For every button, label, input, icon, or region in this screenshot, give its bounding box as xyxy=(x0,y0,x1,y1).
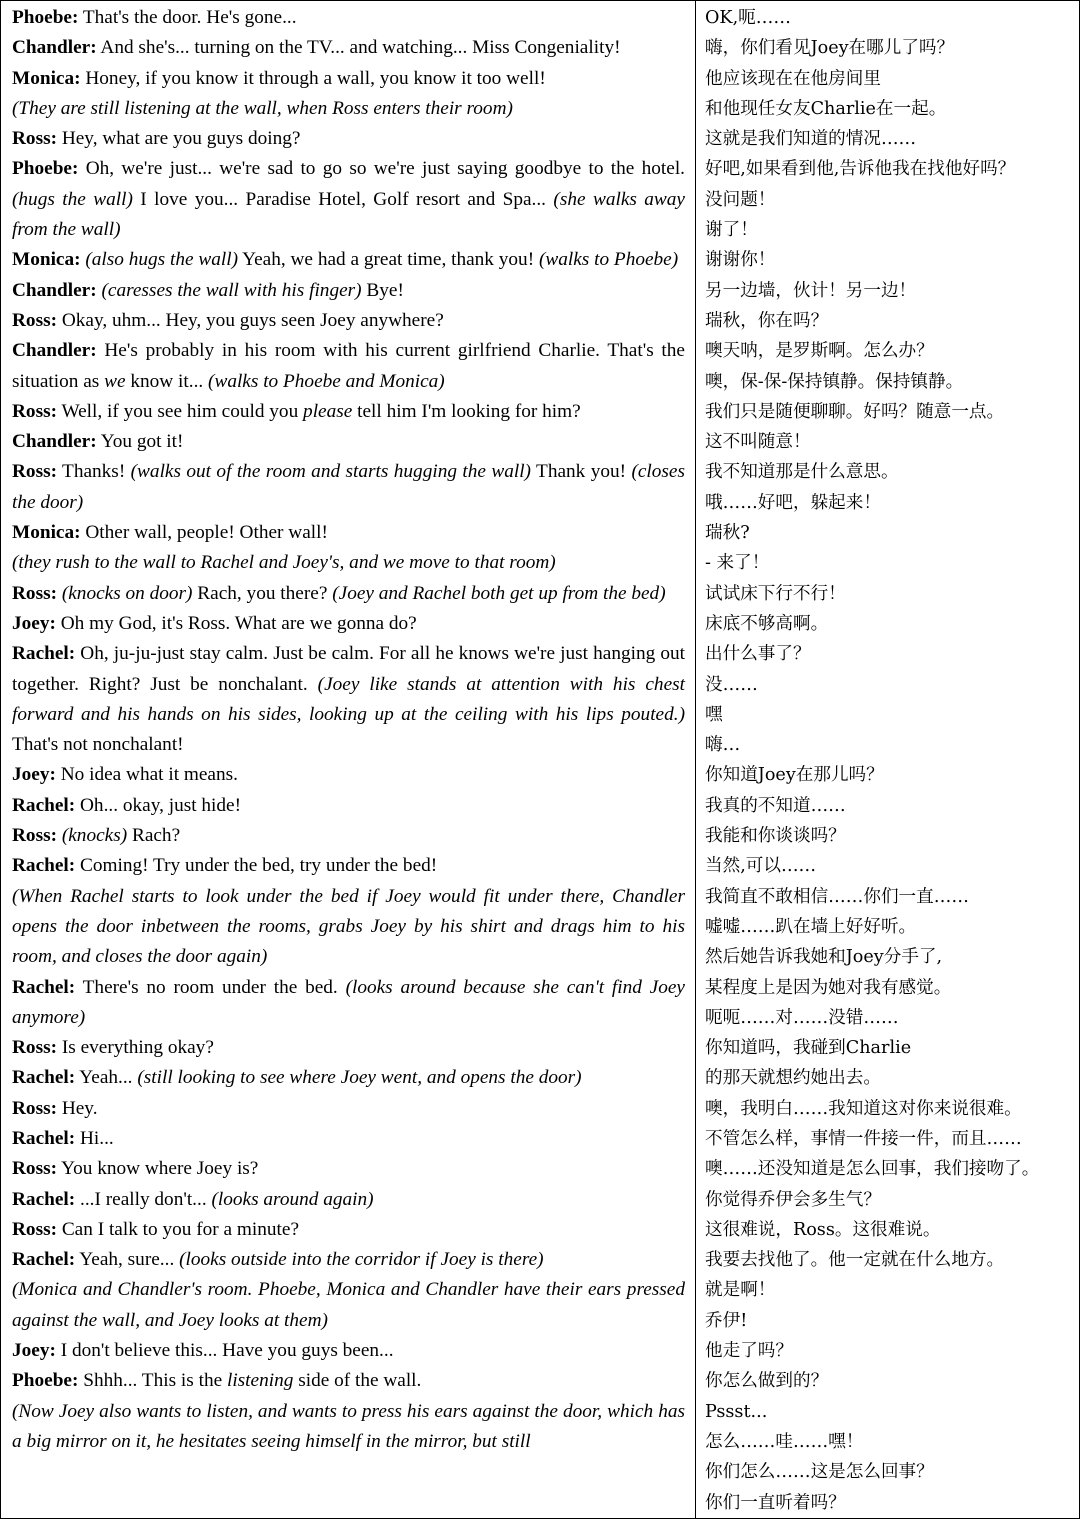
subtitle-line: 我们只是随便聊聊。好吗？随意一点。 xyxy=(705,401,1005,422)
stage-direction: (walks to Phoebe) xyxy=(538,249,679,271)
stage-direction: (Joey and Rachel both get up from the bed) xyxy=(332,582,666,604)
subtitle-line: 不管怎么样，事情一件接一件，而且…… xyxy=(705,1128,1022,1149)
stage-direction: (closes the door) xyxy=(12,461,685,513)
dialogue-text: That's not nonchalant! xyxy=(12,734,184,756)
speaker-name: Rachel: xyxy=(12,976,76,998)
stage-direction: (looks around because she can't find Joey anymore) xyxy=(12,976,685,1028)
dialogue-text: He's probably in his room with his current girlfriend Charlie. That's the situation as xyxy=(12,340,685,392)
stage-direction: we xyxy=(104,370,126,392)
script-line xyxy=(12,1124,685,1154)
dialogue-text: Yeah, sure... xyxy=(75,1249,180,1271)
dialogue-text: Thanks! xyxy=(57,461,131,483)
script-line xyxy=(12,791,685,821)
subtitle-line: 谢谢你！ xyxy=(705,250,776,271)
speaker-name: Monica: xyxy=(12,67,81,89)
dialogue-text: Yeah, we had a great time, thank you! xyxy=(238,249,539,271)
subtitle-line: 你知道Joey在那儿吗？ xyxy=(705,765,884,786)
subtitle-line: 就是啊！ xyxy=(705,1280,776,1301)
script-line xyxy=(12,3,685,33)
speaker-name: Ross: xyxy=(12,1037,57,1059)
stage-direction: (Now Joey also wants to listen, and wants to press his ears against the door, which has a big mirror on it, he hesitates seeing himself in the mirror, but still xyxy=(12,1400,685,1452)
dialogue-text: And she's... turning on the TV... and watching... Miss Congeniality! xyxy=(96,37,621,59)
dialogue-text: You got it! xyxy=(96,431,184,453)
dialogue-text: Rach, you there? xyxy=(192,582,333,604)
speaker-name: Rachel: xyxy=(12,794,76,816)
script-line xyxy=(12,1033,685,1063)
speaker-name: Ross: xyxy=(12,1158,57,1180)
script-line xyxy=(12,1245,685,1275)
speaker-name: Rachel: xyxy=(12,1127,76,1149)
subtitle-line: 乔伊! xyxy=(705,1310,748,1331)
script-line xyxy=(12,306,685,336)
subtitle-line: 然后她告诉我她和Joey分手了, xyxy=(705,947,943,968)
speaker-name: Phoebe: xyxy=(12,7,79,28)
subtitle-line: 嘿 xyxy=(705,704,723,725)
dialogue-text: tell him I'm looking for him? xyxy=(352,400,581,422)
subtitle-line: 你们怎么……这是怎么回事？ xyxy=(705,1462,934,1483)
dialogue-text: I don't believe this... Have you guys been... xyxy=(55,1340,394,1362)
dialogue-text: Honey, if you know it through a wall, you know it too well! xyxy=(80,67,546,89)
speaker-name: Ross: xyxy=(12,128,57,150)
script-line xyxy=(12,882,685,973)
script-line xyxy=(12,518,685,548)
subtitle-line: 瑞秋? xyxy=(705,523,750,544)
speaker-name: Ross: xyxy=(12,400,57,422)
subtitle-line: 这不叫随意！ xyxy=(705,432,811,453)
stage-direction: (also hugs the wall) xyxy=(85,249,239,271)
subtitle-line: 和他现任女友Charlie在一起。 xyxy=(705,98,947,119)
subtitle-line: 怎么……哇……嘿！ xyxy=(705,1431,864,1452)
english-script-column xyxy=(1,1,696,1518)
subtitle-line: 床底不够高啊。 xyxy=(705,613,829,634)
dialogue-text: Yeah... xyxy=(75,1067,138,1089)
dialogue-text: Oh, ju-ju-just stay calm. Just be calm. For all he knows we're just hanging out together. Right? Just be nonchalant. xyxy=(12,643,685,695)
dialogue-text: Other wall, people! Other wall! xyxy=(80,522,328,544)
script-line xyxy=(12,94,685,124)
script-line xyxy=(12,548,685,578)
script-line xyxy=(12,154,685,245)
subtitle-line: 呃呃……对……没错…… xyxy=(705,1007,899,1028)
dialogue-text: Hey, what are you guys doing? xyxy=(57,128,301,150)
dialogue-text: know it... xyxy=(125,370,209,392)
speaker-name: Ross: xyxy=(12,582,57,604)
subtitle-line: 没…… xyxy=(705,674,758,695)
subtitle-line: 试试床下行不行！ xyxy=(705,583,846,604)
subtitle-line: 没问题！ xyxy=(705,189,776,210)
script-line xyxy=(12,1215,685,1245)
dialogue-text: Can I talk to you for a minute? xyxy=(57,1218,300,1240)
subtitle-line: 这很难说，Ross。这很难说。 xyxy=(705,1219,941,1240)
speaker-name: Rachel: xyxy=(12,1249,76,1271)
speaker-name: Joey: xyxy=(12,764,56,786)
speaker-name: Joey: xyxy=(12,1340,56,1362)
subtitle-line: 某程度上是因为她对我有感觉。 xyxy=(705,977,952,998)
speaker-name: Chandler: xyxy=(12,279,97,301)
subtitle-line: 的那天就想约她出去。 xyxy=(705,1068,881,1089)
subtitle-line: 你知道吗，我碰到Charlie xyxy=(705,1038,912,1059)
dialogue-text: ...I really don't... xyxy=(75,1188,212,1210)
subtitle-line: 这就是我们知道的情况…… xyxy=(705,129,917,150)
subtitle-line: 我真的不知道…… xyxy=(705,795,846,816)
stage-direction: listening xyxy=(226,1370,294,1392)
stage-direction: (Monica and Chandler's room. Phoebe, Monica and Chandler have their ears pressed against the wall, and Joey looks at them) xyxy=(12,1279,685,1331)
stage-direction: (knocks on door) xyxy=(61,582,193,604)
script-line xyxy=(12,1094,685,1124)
dialogue-text: Rach? xyxy=(127,825,181,847)
speaker-name: Monica: xyxy=(12,522,81,544)
dialogue-text: No idea what it means. xyxy=(55,764,238,786)
script-line xyxy=(12,1336,685,1366)
speaker-name: Ross: xyxy=(12,461,57,483)
dialogue-text: There's no room under the bed. xyxy=(75,976,346,998)
dialogue-text: Well, if you see him could you xyxy=(57,400,304,422)
subtitle-line: 好吧,如果看到他,告诉他我在找他好吗？ xyxy=(705,159,1016,180)
stage-direction: please xyxy=(303,400,353,422)
subtitle-line: - 来了！ xyxy=(705,553,770,574)
script-line xyxy=(12,609,685,639)
script-line xyxy=(12,397,685,427)
stage-direction: (walks to Phoebe and Monica) xyxy=(208,370,445,392)
script-line xyxy=(12,639,685,760)
subtitle-line: 出什么事了？ xyxy=(705,644,811,665)
subtitle-line: 瑞秋，你在吗？ xyxy=(705,310,829,331)
subtitle-line: 谢了！ xyxy=(705,220,758,241)
dialogue-text: Okay, uhm... Hey, you guys seen Joey anywhere? xyxy=(57,309,444,331)
script-line xyxy=(12,760,685,790)
dialogue-text: Hi... xyxy=(75,1127,114,1149)
dialogue-text: Coming! Try under the bed, try under the bed! xyxy=(75,855,438,877)
subtitle-line: 你怎么做到的？ xyxy=(705,1371,829,1392)
dialogue-text: Thank you! xyxy=(530,461,632,483)
speaker-name: Ross: xyxy=(12,309,57,331)
speaker-name: Ross: xyxy=(12,1097,57,1119)
dialogue-text: Shhh... This is the xyxy=(78,1370,227,1392)
subtitle-line: 我要去找他了。他一定就在什么地方。 xyxy=(705,1250,1005,1271)
speaker-name: Rachel: xyxy=(12,1188,76,1210)
stage-direction: (looks around again) xyxy=(211,1188,374,1210)
dialogue-text: That's the door. He's gone... xyxy=(78,7,297,28)
stage-direction: (she walks away from the wall) xyxy=(12,188,685,241)
stage-direction: (When Rachel starts to look under the bed if Joey would fit under there, Chandler opens the door inbetween the rooms, grabs Joey by his shirt and drags him to his room, and closes the door again) xyxy=(12,885,685,968)
script-line xyxy=(12,1154,685,1184)
stage-direction: (they rush to the wall to Rachel and Joey's, and we move to that room) xyxy=(12,552,556,574)
script-line xyxy=(12,336,685,397)
dialogue-text: I love you... Paradise Hotel, Golf resort and Spa... xyxy=(132,188,554,210)
speaker-name: Phoebe: xyxy=(12,1370,79,1392)
script-line xyxy=(12,33,685,63)
script-line xyxy=(12,579,685,609)
stage-direction: (walks out of the room and starts hugging the wall) xyxy=(130,461,531,483)
dialogue-text: Oh my God, it's Ross. What are we gonna do? xyxy=(55,612,417,634)
subtitle-line: 他应该现在在他房间里 xyxy=(705,68,881,89)
script-line xyxy=(12,457,685,518)
subtitle-line: 我能和你谈谈吗？ xyxy=(705,826,846,847)
subtitle-line: 噢，我明白……我知道这对你来说很难。 xyxy=(705,1098,1022,1119)
script-line xyxy=(12,1275,685,1336)
dialogue-text: You know where Joey is? xyxy=(57,1158,259,1180)
script-line xyxy=(12,276,685,306)
subtitle-line: 嗨，你们看见Joey在哪儿了吗？ xyxy=(705,38,955,59)
script-line xyxy=(12,124,685,154)
dialogue-text: Oh... okay, just hide! xyxy=(75,794,242,816)
script-line xyxy=(12,64,685,94)
speaker-name: Rachel: xyxy=(12,1067,76,1089)
script-line xyxy=(12,245,685,275)
subtitle-line: 他走了吗？ xyxy=(705,1341,793,1362)
subtitle-line: 你觉得乔伊会多生气？ xyxy=(705,1189,881,1210)
subtitle-line: 哦……好吧，躲起来！ xyxy=(705,492,881,513)
script-line xyxy=(12,973,685,1034)
subtitle-line: 噢……还没知道是怎么回事，我们接吻了。 xyxy=(705,1159,1040,1180)
dialogue-text: Hey. xyxy=(57,1097,98,1119)
subtitle-line: 噢天呐，是罗斯啊。怎么办？ xyxy=(705,341,934,362)
speaker-name: Chandler: xyxy=(12,37,97,59)
script-line xyxy=(12,427,685,457)
stage-direction: (They are still listening at the wall, when Ross enters their room) xyxy=(12,97,513,119)
subtitle-line: 你们一直听着吗？ xyxy=(705,1492,846,1513)
speaker-name: Chandler: xyxy=(12,340,97,362)
speaker-name: Phoebe: xyxy=(12,158,79,180)
script-line xyxy=(12,1366,685,1396)
subtitle-line: 另一边墙，伙计！另一边！ xyxy=(705,280,917,301)
script-line xyxy=(12,1185,685,1215)
speaker-name: Joey: xyxy=(12,612,56,634)
speaker-name: Rachel: xyxy=(12,855,76,877)
chinese-subtitle-column xyxy=(696,1,1079,1518)
subtitle-line: OK,呃…… xyxy=(705,8,791,28)
stage-direction: (knocks) xyxy=(61,825,128,847)
stage-direction: (looks outside into the corridor if Joey is there) xyxy=(179,1249,544,1271)
script-line xyxy=(12,1397,685,1458)
subtitle-line: 噢，保-保-保持镇静。保持镇静。 xyxy=(705,371,964,392)
subtitle-line: 我简直不敢相信……你们一直…… xyxy=(705,886,969,907)
subtitle-line: 当然,可以…… xyxy=(705,856,817,877)
dialogue-text: Bye! xyxy=(361,279,404,301)
dialogue-text: side of the wall. xyxy=(293,1370,422,1392)
stage-direction: (Joey like stands at attention with his chest forward and his hands on his sides, looking up at the ceiling with his lips pouted.) xyxy=(12,673,685,725)
stage-direction: (caresses the wall with his finger) xyxy=(101,279,362,301)
script-line xyxy=(12,821,685,851)
speaker-name: Ross: xyxy=(12,825,57,847)
stage-direction: (still looking to see where Joey went, and opens the door) xyxy=(137,1067,582,1089)
speaker-name: Monica: xyxy=(12,249,81,271)
subtitle-line: Pssst... xyxy=(705,1401,768,1422)
dialogue-text: Oh, we're just... we're sad to go so we're just saying goodbye to the hotel. xyxy=(78,158,685,180)
dialogue-text: Is everything okay? xyxy=(57,1037,214,1059)
subtitle-line: 嗨… xyxy=(705,735,741,756)
speaker-name: Rachel: xyxy=(12,643,76,665)
subtitle-line: 我不知道那是什么意思。 xyxy=(705,462,899,483)
speaker-name: Ross: xyxy=(12,1218,57,1240)
speaker-name: Chandler: xyxy=(12,431,97,453)
script-line xyxy=(12,851,685,881)
subtitle-line: 嘘嘘……趴在墙上好好听。 xyxy=(705,916,917,937)
script-line xyxy=(12,1063,685,1093)
stage-direction: (hugs the wall) xyxy=(12,188,133,210)
